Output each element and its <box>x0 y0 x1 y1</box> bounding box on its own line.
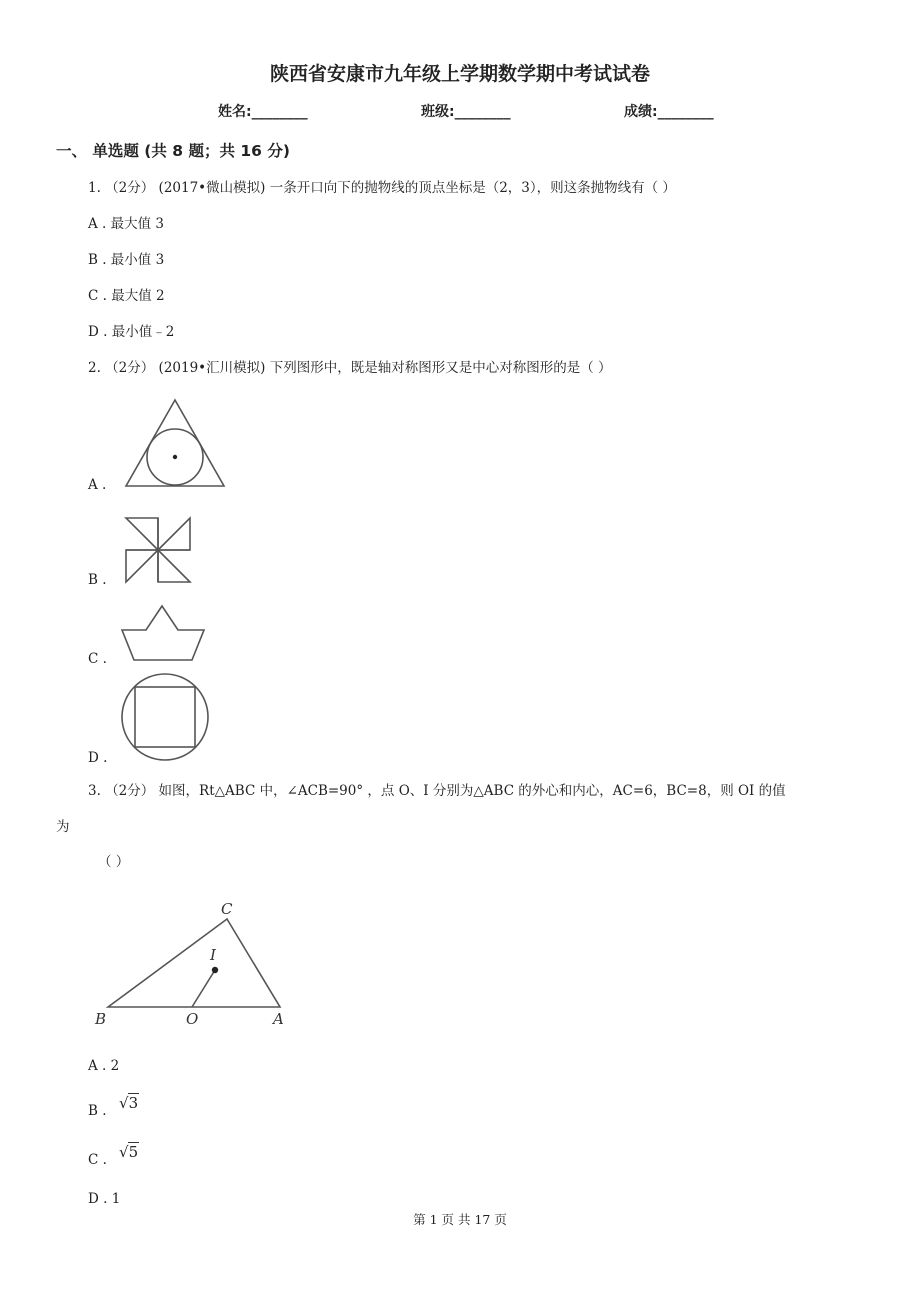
q3-option-b[interactable]: B . <box>88 1103 107 1119</box>
radical-sign-icon: √ <box>119 1143 129 1161</box>
q2-option-b[interactable]: B . <box>88 572 107 588</box>
score-field[interactable]: 成绩:________ <box>624 104 714 120</box>
question-3-paren: （ ） <box>98 854 130 870</box>
page-footer: 第 1 页 共 17 页 <box>413 1212 507 1227</box>
class-field[interactable]: 班级:________ <box>421 104 511 120</box>
label-b: B <box>95 1010 107 1028</box>
q3-option-c[interactable]: C . <box>88 1152 107 1168</box>
q2-option-a[interactable]: A . <box>88 477 107 493</box>
incenter-point <box>212 967 218 973</box>
page-title: 陕西省安康市九年级上学期数学期中考试试卷 <box>269 63 650 85</box>
q3-option-a[interactable]: A . 2 <box>88 1058 120 1074</box>
radical-sign-icon: √ <box>119 1094 129 1112</box>
label-o: O <box>186 1010 199 1028</box>
question-1-text: 1. （2分） (2017•微山模拟) 一条开口向下的抛物线的顶点坐标是（2，3），则这条抛物线有（ ） <box>88 180 676 196</box>
triangle-abc <box>108 919 280 1007</box>
label-a: A <box>273 1010 284 1028</box>
radicand-5: 5 <box>128 1143 139 1161</box>
segment-oi <box>192 970 215 1007</box>
question-3-text: 3. （2分） 如图，Rt△ABC 中，∠ACB=90° ，点 O、I 分别为△ABC 的外心和内心，AC=6，BC=8，则 OI 的值 <box>88 783 786 799</box>
label-c: C <box>221 900 233 918</box>
q1-option-b[interactable]: B . 最小值 3 <box>88 252 165 268</box>
triangle-shape <box>126 400 224 486</box>
q2-figure-d <box>118 670 212 764</box>
label-i: I <box>210 946 216 964</box>
sqrt-3-expression <box>119 1094 139 1112</box>
q1-option-a[interactable]: A . 最大值 3 <box>88 216 165 232</box>
center-dot <box>173 455 177 459</box>
q3-option-d[interactable]: D . 1 <box>88 1191 121 1207</box>
question-3-text-cont: 为 <box>56 819 70 835</box>
q1-option-c[interactable]: C . 最大值 2 <box>88 288 165 304</box>
q2-option-d[interactable]: D . <box>88 750 108 766</box>
q2-option-c[interactable]: C . <box>88 651 107 667</box>
pinwheel-shape <box>126 518 190 582</box>
sqrt-5-expression <box>119 1143 139 1161</box>
q3-triangle-figure <box>90 890 300 1030</box>
name-field[interactable]: 姓名:________ <box>218 104 308 120</box>
boat-shape <box>122 606 204 660</box>
q2-figure-b <box>122 514 194 586</box>
q2-figure-a <box>120 396 230 492</box>
radicand-3: 3 <box>128 1094 139 1112</box>
q2-figure-c <box>118 602 208 664</box>
question-2-text: 2. （2分） (2019•汇川模拟) 下列图形中，既是轴对称图形又是中心对称图形的是（ ） <box>88 360 612 376</box>
q1-option-d[interactable]: D . 最小值﹣2 <box>88 324 175 340</box>
section-heading: 一、 单选题 (共 8 题；共 16 分) <box>56 142 290 160</box>
inscribed-square <box>135 687 195 747</box>
